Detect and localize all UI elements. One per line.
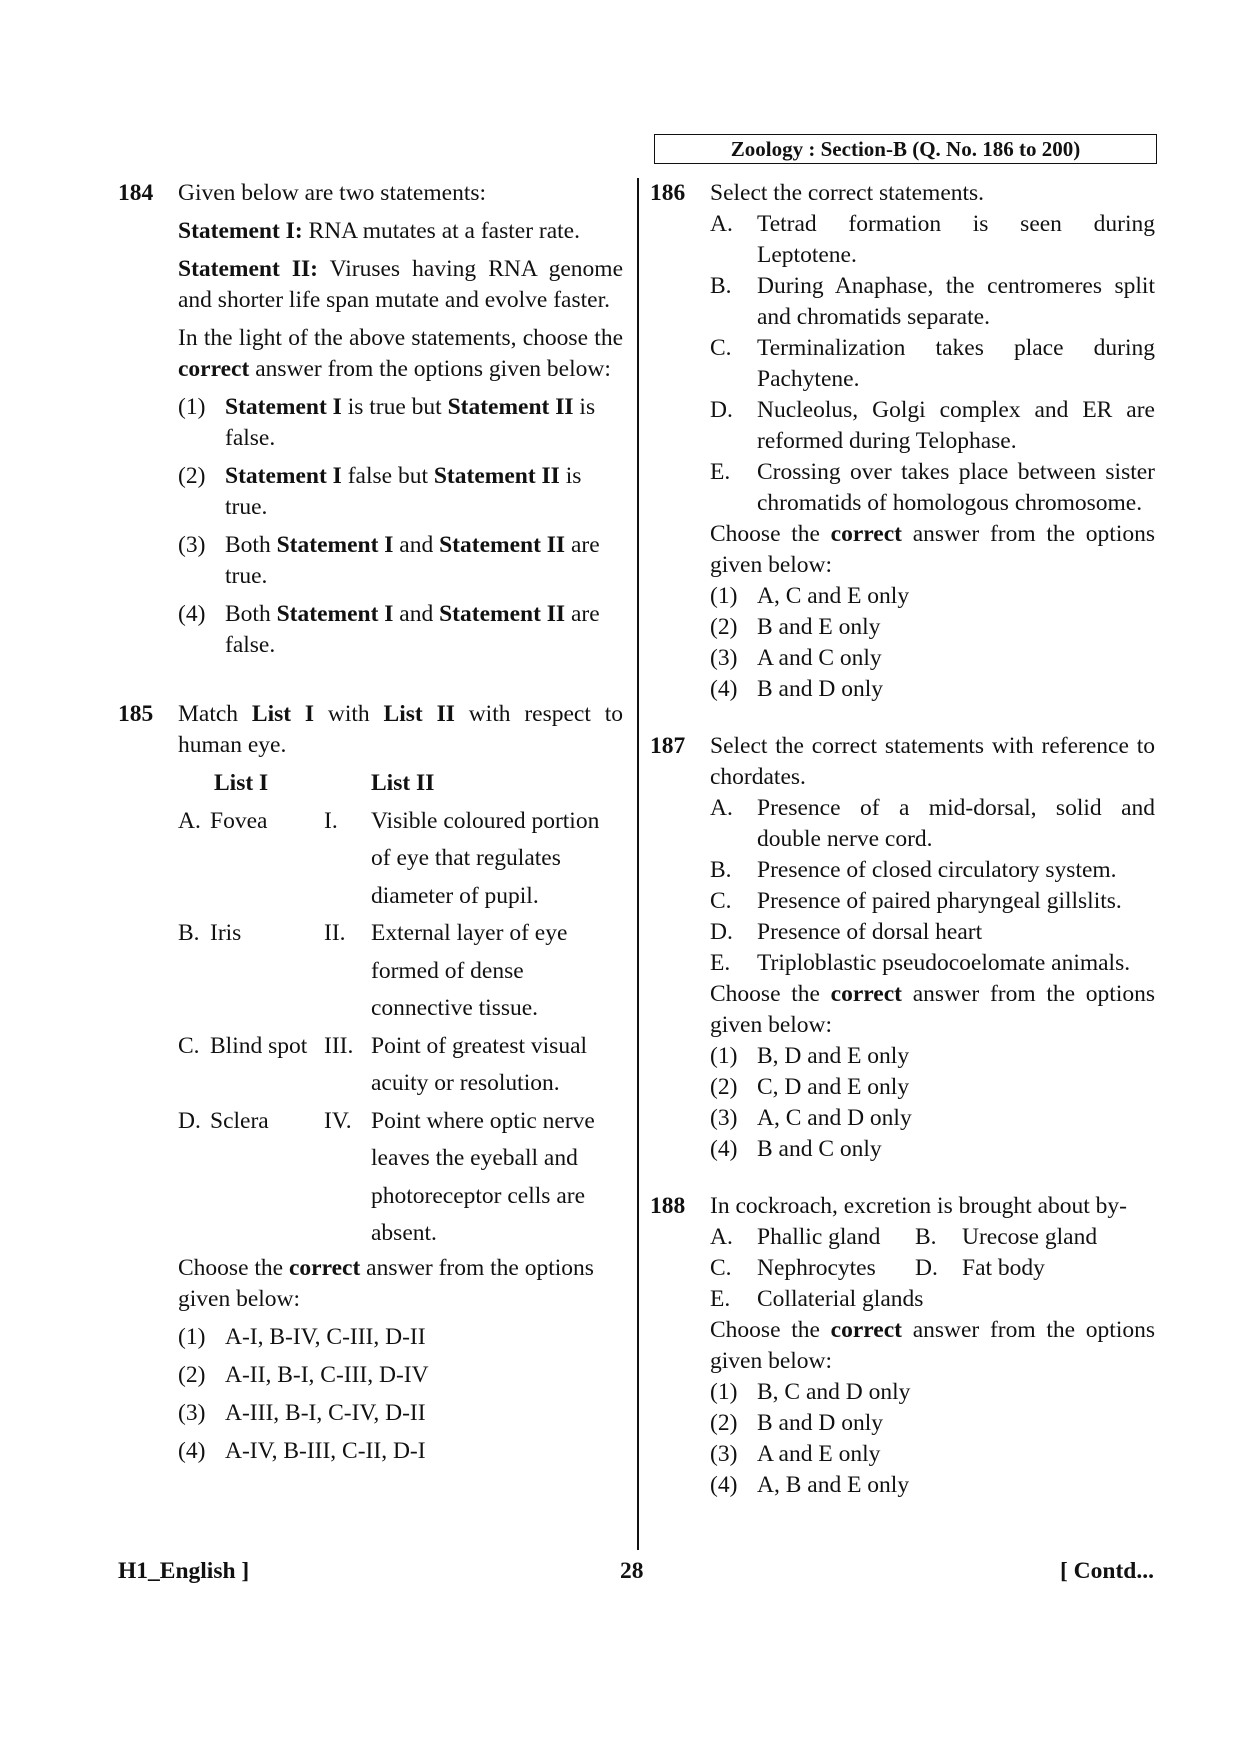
option-bold-text: Statement II <box>439 532 566 558</box>
option-3 <box>710 1439 1155 1470</box>
statement-d <box>710 917 1155 948</box>
choose-bold: correct <box>830 521 902 547</box>
option-text: A, B and E only <box>757 1472 910 1498</box>
choose-text-end: answer from the options given below: <box>178 1254 594 1312</box>
list1-text: Iris <box>210 920 242 946</box>
option-1 <box>178 392 623 454</box>
option-4 <box>178 1436 623 1467</box>
statement-letter: B. <box>710 273 732 299</box>
statement-letter: E. <box>710 950 731 976</box>
question-intro: Select the correct statements. <box>710 180 985 206</box>
question-188 <box>650 1191 1155 1501</box>
option-number: (1) <box>710 1043 738 1069</box>
choose-text: Choose the <box>178 1254 289 1281</box>
question-intro: In cockroach, excretion is brought about by- <box>710 1193 1127 1219</box>
footer-booklet-code: H1_English ] <box>118 1558 250 1584</box>
option-3 <box>710 1103 1155 1134</box>
prompt-text: In the light of the above statements, choose the <box>178 325 623 351</box>
option-text: and <box>393 601 440 627</box>
statement-1-label: Statement I: <box>178 218 303 244</box>
option-number: (3) <box>710 1105 738 1131</box>
option-text: are false. <box>225 601 600 658</box>
list2-numeral: I. <box>324 807 338 834</box>
option-text: C, D and E only <box>757 1074 910 1100</box>
option-text: A, C and D only <box>757 1105 912 1131</box>
option-1 <box>710 581 1155 612</box>
match-row <box>178 1103 623 1253</box>
option-text: false but <box>341 463 434 489</box>
option-text: A-I, B-IV, C-III, D-II <box>225 1323 426 1350</box>
option-text: Both <box>225 532 277 558</box>
option-4 <box>710 1134 1155 1165</box>
choose-text: Choose the <box>710 981 831 1007</box>
statement-text: During Anaphase, the centromeres split and chromatids separate. <box>757 273 1155 330</box>
statement-letter: D. <box>915 1255 938 1281</box>
statement-row-cd <box>710 1253 1155 1284</box>
option-2 <box>710 1408 1155 1439</box>
statement-text: Terminalization takes place during Pachytene. <box>757 335 1155 392</box>
statement-letter: A. <box>710 795 733 821</box>
choose-prompt <box>178 1253 623 1315</box>
option-bold-text: Statement I <box>225 394 342 420</box>
options-list <box>178 1322 623 1467</box>
option-bold-text: Statement I <box>225 463 342 489</box>
question-intro: Given below are two statements: <box>178 180 487 206</box>
statement-letter: C. <box>710 1255 732 1281</box>
statement-text: Presence of dorsal heart <box>757 919 983 945</box>
choose-text: Choose the <box>710 521 831 547</box>
list1-header: List I <box>214 770 269 796</box>
options-list <box>178 392 623 661</box>
statement-text: Crossing over takes place between sister chromatids of homologous chromosome. <box>757 459 1155 516</box>
statement-e <box>710 457 1155 519</box>
match-row <box>178 1028 623 1103</box>
option-text: B, C and D only <box>757 1379 911 1405</box>
choose-text: Choose the <box>710 1317 831 1343</box>
statement-b <box>710 271 1155 333</box>
statement-e <box>710 948 1155 979</box>
footer-contd: [ Contd... <box>1059 1558 1154 1584</box>
statement-c <box>710 886 1155 917</box>
statement-letter: A. <box>710 1224 733 1250</box>
statement-text: Collaterial glands <box>757 1286 924 1312</box>
option-3 <box>710 643 1155 674</box>
statement-letter: B. <box>710 857 732 883</box>
option-text: A-III, B-I, C-IV, D-II <box>225 1399 426 1426</box>
statement-text: Tetrad formation is seen during Leptotene. <box>757 211 1155 268</box>
list1-letter: B. <box>178 920 200 946</box>
option-bold-text: Statement I <box>276 532 394 558</box>
intro-text: with <box>314 701 384 727</box>
statement-b <box>915 1222 1120 1253</box>
list1-text: Fovea <box>210 807 268 834</box>
option-text: A, C and E only <box>757 583 910 609</box>
option-bold-text: Statement I <box>276 601 394 627</box>
statement-text: Phallic gland <box>757 1224 881 1250</box>
list1-item <box>178 1028 324 1103</box>
options-list <box>710 581 1155 705</box>
option-4 <box>710 674 1155 705</box>
question-number: 187 <box>650 733 686 759</box>
question-prompt <box>178 323 623 385</box>
statement-1-text: RNA mutates at a faster rate. <box>302 218 580 244</box>
option-number: (2) <box>710 1410 738 1436</box>
question-184 <box>118 178 623 661</box>
option-number: (3) <box>710 1441 738 1467</box>
option-text: B and C only <box>757 1136 882 1162</box>
list2-text: Visible coloured portion of eye that regulates diameter of pupil. <box>371 807 600 909</box>
question-187 <box>650 731 1155 1165</box>
option-text: A-II, B-I, C-III, D-IV <box>225 1361 429 1388</box>
options-list <box>710 1041 1155 1165</box>
choose-bold: correct <box>288 1254 361 1281</box>
option-3 <box>178 530 623 592</box>
statement-text: Presence of a mid-dorsal, solid and double nerve cord. <box>757 795 1155 852</box>
intro-text: Match <box>178 701 252 727</box>
question-number: 184 <box>118 180 154 206</box>
option-number: (2) <box>178 1361 206 1388</box>
statement-1 <box>178 216 623 247</box>
option-number: (4) <box>178 1437 206 1464</box>
list2-text: External layer of eye formed of dense connective tissue. <box>371 920 568 1021</box>
prompt-text-end: answer from the options given below: <box>249 356 611 382</box>
option-4 <box>178 599 623 661</box>
match-row <box>178 803 623 916</box>
option-text: and <box>393 532 440 558</box>
right-column <box>650 178 1155 1501</box>
question-185 <box>118 699 623 1467</box>
option-text: is false. <box>225 394 596 451</box>
statement-letter: D. <box>710 919 733 945</box>
option-bold-text: Statement II <box>433 463 560 489</box>
option-2 <box>178 1360 623 1391</box>
statement-letter: E. <box>710 1286 731 1312</box>
list1-text: Blind spot <box>210 1032 308 1059</box>
intro-bold-list1: List I <box>251 701 315 727</box>
question-186 <box>650 178 1155 705</box>
option-number: (4) <box>178 601 206 627</box>
footer-page-number: 28 <box>620 1558 644 1584</box>
choose-prompt <box>710 979 1155 1041</box>
option-bold-text: Statement II <box>447 394 574 420</box>
match-row <box>178 915 623 1028</box>
option-number: (4) <box>710 1472 738 1498</box>
list1-letter: D. <box>178 1107 201 1134</box>
statement-a <box>710 1222 915 1253</box>
statement-text: Triploblastic pseudocoelomate animals. <box>757 950 1131 976</box>
question-number: 188 <box>650 1193 686 1219</box>
choose-bold: correct <box>830 981 902 1007</box>
statement-text: Urecose gland <box>962 1224 1098 1250</box>
option-text: A and E only <box>757 1441 881 1467</box>
match-table <box>178 765 623 1253</box>
list2-numeral: II. <box>324 920 346 946</box>
statement-b <box>710 855 1155 886</box>
statement-c <box>710 333 1155 395</box>
option-text: is true. <box>225 463 582 520</box>
prompt-bold: correct <box>178 356 250 382</box>
option-1 <box>710 1377 1155 1408</box>
list1-item <box>178 803 324 916</box>
statement-2-label: Statement II: <box>178 256 319 282</box>
choose-text-end: answer from the options given below: <box>710 521 1155 578</box>
list2-numeral: III. <box>324 1032 354 1059</box>
option-text: A and C only <box>757 645 882 671</box>
list1-letter: A. <box>178 807 201 834</box>
statements-list <box>710 793 1155 979</box>
option-bold-text: Statement II <box>439 601 566 627</box>
option-1 <box>710 1041 1155 1072</box>
option-text: B, D and E only <box>757 1043 910 1069</box>
option-text: are true. <box>225 532 600 589</box>
choose-text-end: answer from the options given below: <box>710 1317 1155 1374</box>
options-list <box>710 1377 1155 1501</box>
statement-text: Nucleolus, Golgi complex and ER are reformed during Telophase. <box>757 397 1155 454</box>
statement-letter: B. <box>915 1224 937 1250</box>
statement-text: Presence of paired pharyngeal gillslits. <box>757 888 1122 914</box>
statement-text: Fat body <box>962 1255 1045 1281</box>
choose-prompt <box>710 519 1155 581</box>
column-divider <box>637 178 639 1550</box>
option-4 <box>710 1470 1155 1501</box>
option-number: (3) <box>178 1399 206 1426</box>
question-intro: Select the correct statements with reference to chordates. <box>710 733 1155 790</box>
statement-row-ab <box>710 1222 1155 1253</box>
statement-letter: C. <box>710 888 732 914</box>
option-2 <box>178 461 623 523</box>
statement-d <box>915 1253 1120 1284</box>
list1-item <box>178 915 324 1028</box>
intro-bold-list2: List II <box>383 701 455 727</box>
list2-header: List II <box>371 770 435 796</box>
list2-text: Point where optic nerve leaves the eyeball and photoreceptor cells are absent. <box>371 1107 595 1246</box>
statement-a <box>710 209 1155 271</box>
option-text: B and D only <box>757 676 883 702</box>
option-2 <box>710 612 1155 643</box>
option-number: (1) <box>710 1379 738 1405</box>
option-number: (3) <box>710 645 738 671</box>
option-number: (1) <box>178 394 206 420</box>
statements-list <box>710 209 1155 519</box>
statement-c <box>710 1253 915 1284</box>
statement-text: Presence of closed circulatory system. <box>757 857 1117 883</box>
statement-letter: A. <box>710 211 733 237</box>
section-header: Zoology : Section-B (Q. No. 186 to 200) <box>654 134 1157 164</box>
list1-text: Sclera <box>210 1107 269 1134</box>
option-number: (2) <box>178 463 206 489</box>
left-column <box>118 178 623 1474</box>
list1-item <box>178 1103 324 1253</box>
list1-letter: C. <box>178 1032 200 1059</box>
statement-e <box>710 1284 1155 1315</box>
statement-a <box>710 793 1155 855</box>
list2-numeral: IV. <box>324 1107 352 1134</box>
option-number: (3) <box>178 532 206 558</box>
statement-letter: C. <box>710 335 732 361</box>
statement-2 <box>178 254 623 316</box>
choose-bold: correct <box>830 1317 902 1343</box>
option-number: (1) <box>710 583 738 609</box>
question-intro <box>178 699 623 761</box>
option-number: (4) <box>710 676 738 702</box>
option-number: (2) <box>710 614 738 640</box>
intro-text-end: with respect to human eye. <box>178 701 623 758</box>
option-number: (1) <box>178 1323 206 1350</box>
statement-2-text: Viruses having RNA genome and shorter life span mutate and evolve faster. <box>178 256 623 313</box>
choose-text-end: answer from the options given below: <box>710 981 1155 1038</box>
match-table-header <box>178 765 623 803</box>
option-2 <box>710 1072 1155 1103</box>
option-text: B and E only <box>757 614 881 640</box>
option-number: (2) <box>710 1074 738 1100</box>
option-text: Both <box>225 601 277 627</box>
option-text: is true but <box>341 394 448 420</box>
question-number: 185 <box>118 701 154 727</box>
statement-d <box>710 395 1155 457</box>
option-1 <box>178 1322 623 1353</box>
option-text: B and D only <box>757 1410 883 1436</box>
statement-text: Nephrocytes <box>757 1255 876 1281</box>
option-number: (4) <box>710 1136 738 1162</box>
option-text: A-IV, B-III, C-II, D-I <box>225 1437 426 1464</box>
choose-prompt <box>710 1315 1155 1377</box>
list2-text: Point of greatest visual acuity or resolution. <box>371 1032 588 1096</box>
statement-letter: E. <box>710 459 731 485</box>
question-number: 186 <box>650 180 686 206</box>
statement-letter: D. <box>710 397 733 423</box>
option-3 <box>178 1398 623 1429</box>
